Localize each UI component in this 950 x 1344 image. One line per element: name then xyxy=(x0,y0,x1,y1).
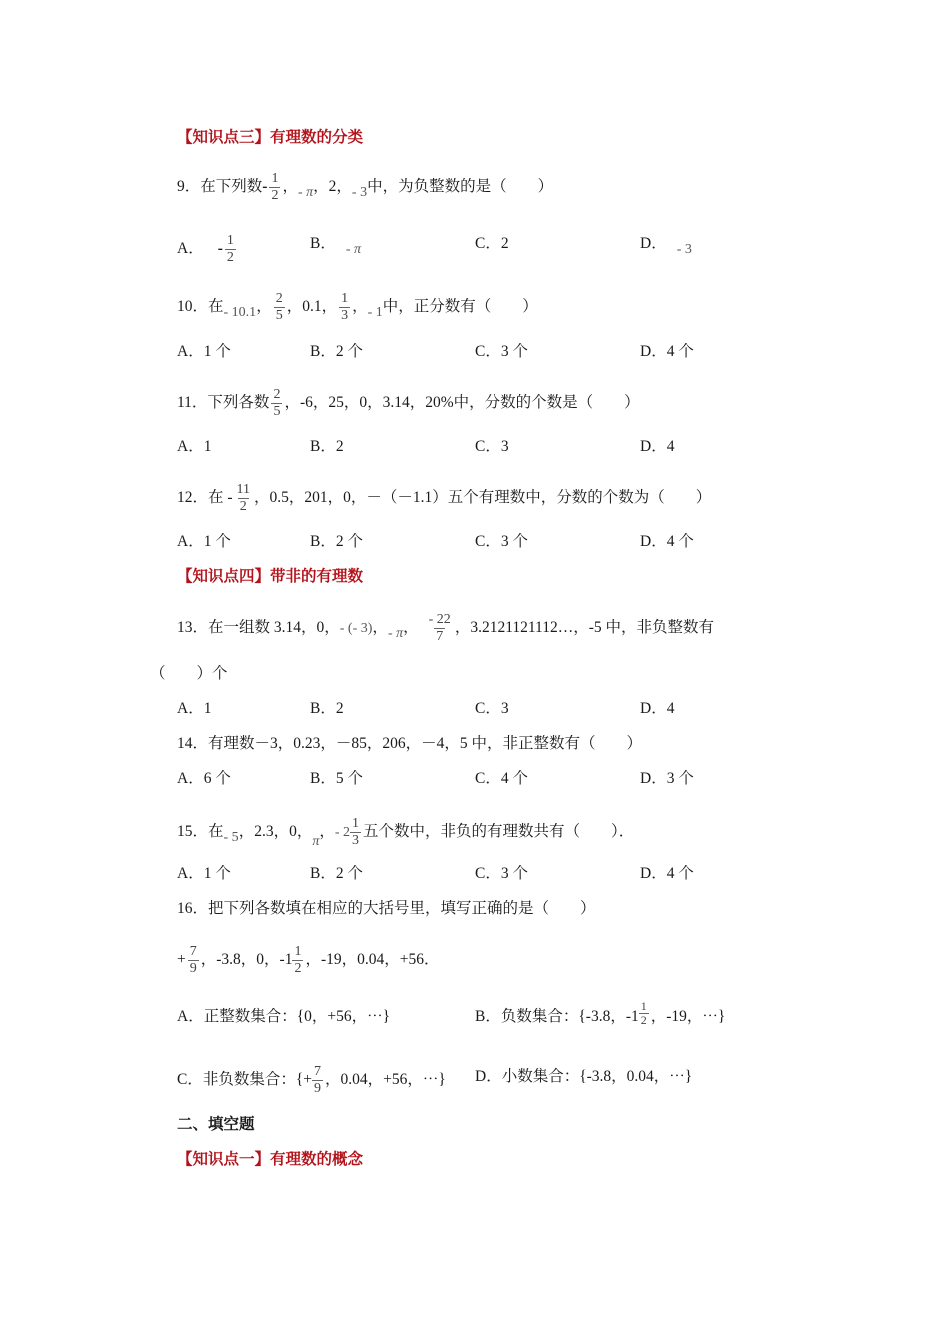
q15-neg-5: - 5 xyxy=(223,830,239,846)
q10-option-a[interactable]: A．1 个 xyxy=(177,343,231,360)
q10-option-d[interactable]: D．4 个 xyxy=(640,343,694,360)
q15-option-b[interactable]: B．2 个 xyxy=(310,865,363,882)
section-heading-k4: 【知识点四】带非的有理数 xyxy=(177,568,364,585)
q11-option-a[interactable]: A．1 xyxy=(177,438,212,455)
q11-fraction: $\frac{2}{5}$ xyxy=(273,387,281,419)
section-heading-fill-in: 二、填空题 xyxy=(177,1116,255,1133)
question-9: 9．在下列数- $\frac{1}{2}$ ，- π，2，- 3中，为负整数的是（ ） xyxy=(177,171,554,203)
q13-option-b[interactable]: B．2 xyxy=(310,700,344,717)
q10-fraction-1-3: $\frac{1}{3}$ xyxy=(341,291,349,323)
question-15: 15．在- 5，2.3，0，π，- 2 $\frac{1}{3}$ 五个数中，非负的有理数共有（ ）． xyxy=(177,816,635,850)
q12-option-b[interactable]: B．2 个 xyxy=(310,533,363,550)
q13-fraction: $\frac{- 22}{7}$ xyxy=(428,612,451,644)
q14-option-a[interactable]: A．6 个 xyxy=(177,770,231,787)
q15-option-c[interactable]: C．3 个 xyxy=(475,865,528,882)
q9-option-a[interactable]: A． - $\frac{1}{2}$ xyxy=(177,233,234,265)
question-10: 10．在- 10.1， $\frac{2}{5}$ ，0.1， $\frac{1}{3}$ ，- 1中，正分数有（ ） xyxy=(177,291,538,323)
q12-option-a[interactable]: A．1 个 xyxy=(177,533,231,550)
question-16: 16．把下列各数填在相应的大括号里，填写正确的是（ ） xyxy=(177,900,596,917)
q9-option-d[interactable]: D． - 3 xyxy=(640,235,692,257)
q16-option-d[interactable]: D．小数集合：{-3.8，0.04，⋯} xyxy=(475,1068,693,1085)
question-14: 14．有理数－3，0.23，－85，206，－4，5 中，非正整数有（ ） xyxy=(177,735,643,752)
section-heading-k1: 【知识点一】有理数的概念 xyxy=(177,1151,364,1168)
q15-neg-2: - 2 xyxy=(334,825,351,841)
q10-neg-1: - 1 xyxy=(367,305,383,321)
q10-option-b[interactable]: B．2 个 xyxy=(310,343,363,360)
q15-fraction: $\frac{1}{3}$ xyxy=(352,816,360,848)
q11-option-c[interactable]: C．3 xyxy=(475,438,509,455)
q12-option-d[interactable]: D．4 个 xyxy=(640,533,694,550)
q16-option-b[interactable]: B．负数集合：{-3.8，-1 $\frac{1}{2}$ ，-19，⋯} xyxy=(475,999,726,1027)
q9-option-c[interactable]: C．2 xyxy=(475,235,509,252)
q15-option-d[interactable]: D．4 个 xyxy=(640,865,694,882)
q9-option-b[interactable]: B． - π xyxy=(310,235,362,257)
question-13: 13．在一组数 3.14，0，- (- 3)，- π， $\frac{- 22}{7}$ ，3.2121121112…，-5 中，非负整数有 xyxy=(177,612,714,644)
question-16-number-list: + $\frac{7}{9}$ ，-3.8，0，-1 $\frac{1}{2}$ ，-19，0.04，+56． xyxy=(177,944,440,976)
q12-option-c[interactable]: C．3 个 xyxy=(475,533,528,550)
q10-option-c[interactable]: C．3 个 xyxy=(475,343,528,360)
q16-fraction-1-2: $\frac{1}{2}$ xyxy=(294,944,302,976)
q16-option-c[interactable]: C．非负数集合：{+ $\frac{7}{9}$ ，0.04，+56，⋯} xyxy=(177,1064,446,1096)
question-13-continued: （ ）个 xyxy=(150,665,228,682)
section-heading-k3: 【知识点三】有理数的分类 xyxy=(177,129,364,146)
q10-fraction-2-5: $\frac{2}{5}$ xyxy=(275,291,283,323)
q12-fraction: $\frac{11}{2}$ xyxy=(236,482,251,514)
q15-option-a[interactable]: A．1 个 xyxy=(177,865,231,882)
q14-option-c[interactable]: C．4 个 xyxy=(475,770,528,787)
q16-option-a[interactable]: A．正整数集合：{0，+56，⋯} xyxy=(177,1008,391,1025)
q11-option-b[interactable]: B．2 xyxy=(310,438,344,455)
q11-option-d[interactable]: D．4 xyxy=(640,438,675,455)
q13-neg-pi: - π xyxy=(387,626,404,642)
question-11: 11．下列各数 $\frac{2}{5}$ ，-6，25，0，3.14，20%中，分数的个数是（ ） xyxy=(177,387,640,419)
q9-fraction: $\frac{1}{2}$ xyxy=(271,171,279,203)
q13-option-a[interactable]: A．1 xyxy=(177,700,212,717)
q10-neg-10-1: - 10.1 xyxy=(223,305,257,321)
q14-option-d[interactable]: D．3 个 xyxy=(640,770,694,787)
q9-neg-pi: - π xyxy=(297,185,314,201)
q13-option-c[interactable]: C．3 xyxy=(475,700,509,717)
q14-option-b[interactable]: B．5 个 xyxy=(310,770,363,787)
q9-neg-sign: - xyxy=(262,178,268,196)
q13-neg-neg-3: - (- 3) xyxy=(339,621,373,637)
q9-stem: 9．在下列数 xyxy=(177,178,263,196)
q15-pi: π xyxy=(312,834,320,850)
q9-neg-3: - 3 xyxy=(351,185,368,201)
q16-fraction-7-9: $\frac{7}{9}$ xyxy=(189,944,197,976)
question-12: 12．在 - $\frac{11}{2}$ ，0.5，201，0，－（－1.1）五个有理数中，分数的个数为（ ） xyxy=(177,482,712,514)
q13-option-d[interactable]: D．4 xyxy=(640,700,675,717)
